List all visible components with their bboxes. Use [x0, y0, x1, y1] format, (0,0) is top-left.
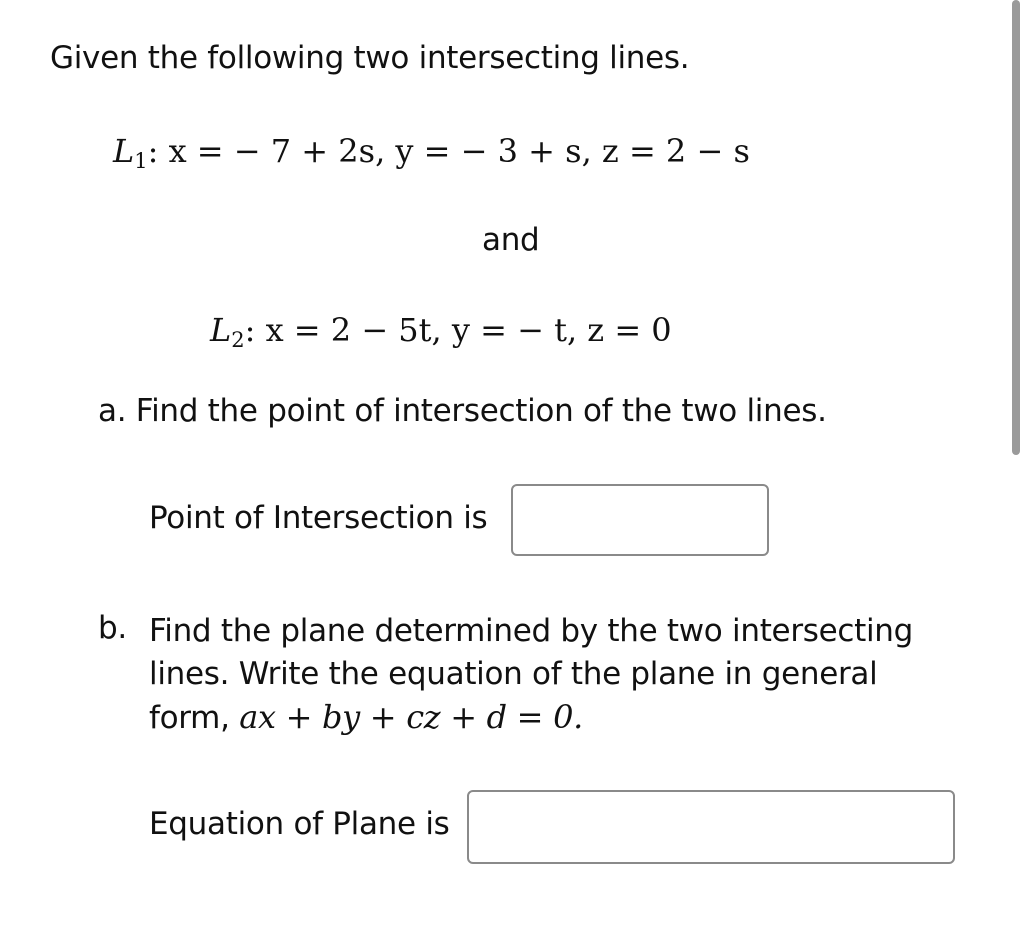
intro-text: Given the following two intersecting lines. — [50, 40, 690, 76]
part-b-line-1: Find the plane determined by the two intersecting — [149, 613, 914, 649]
point-of-intersection-label: Point of Intersection is — [149, 500, 488, 536]
line-1-label: L — [113, 132, 135, 170]
line-2-parametric: : x = 2 − 5t, y = − t, z = 0 — [244, 311, 672, 349]
vertical-scrollbar[interactable] — [1012, 0, 1020, 455]
line-2-equation — [210, 311, 672, 352]
part-b-letter: b. — [98, 610, 127, 646]
equation-of-plane-label: Equation of Plane is — [149, 806, 450, 842]
equation-of-plane-input[interactable] — [467, 790, 955, 864]
line-2-label: L — [210, 311, 232, 349]
part-a-question: a. Find the point of intersection of the two lines. — [98, 393, 827, 429]
line-1-subscript: 1 — [134, 149, 148, 173]
and-text: and — [482, 222, 540, 258]
part-b-line-2: lines. Write the equation of the plane in general — [149, 656, 878, 692]
general-form-equation: ax + by + cz + d = 0. — [239, 698, 583, 736]
line-1-parametric: : x = − 7 + 2s, y = − 3 + s, z = 2 − s — [147, 132, 750, 170]
line-2-subscript: 2 — [231, 328, 245, 352]
part-b-line-3 — [149, 696, 969, 740]
point-of-intersection-input[interactable] — [511, 484, 769, 556]
line-1-equation — [113, 132, 750, 173]
part-b-question — [149, 610, 969, 740]
part-b-line-3-prefix: form, — [149, 700, 240, 736]
